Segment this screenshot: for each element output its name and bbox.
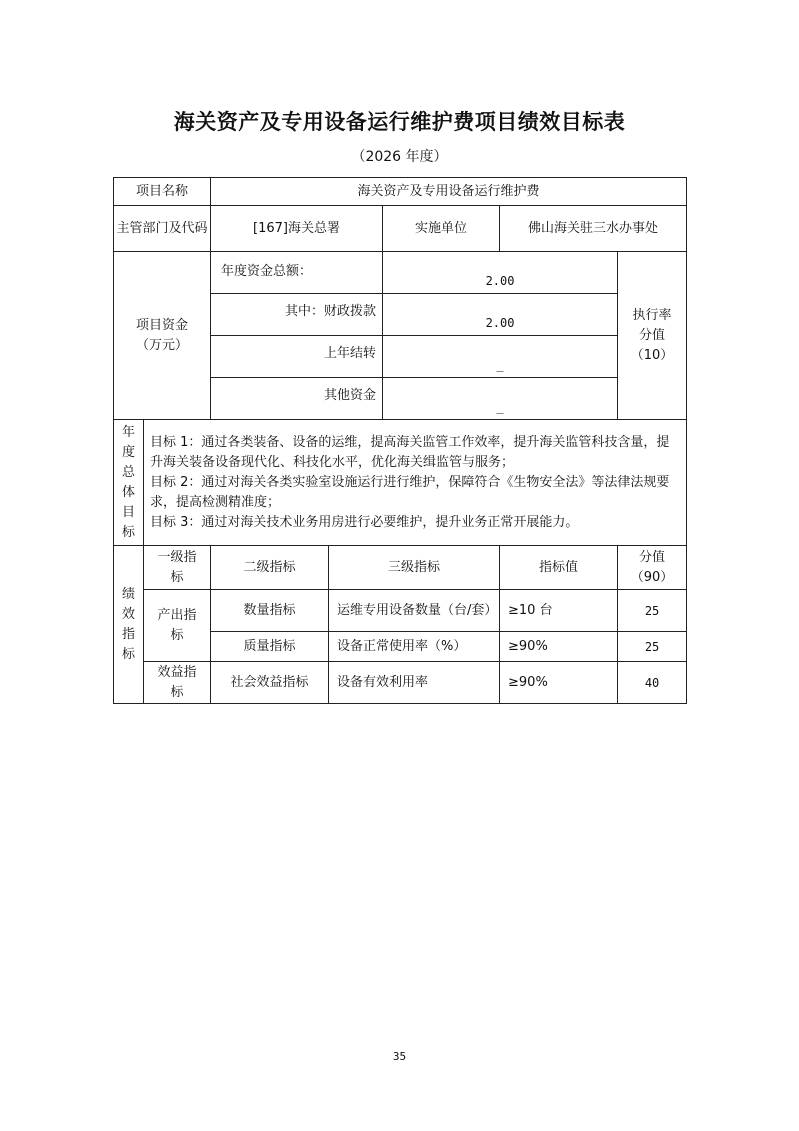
table-row-target: ≥90% xyxy=(500,662,618,704)
table-row-score: 25 xyxy=(618,632,687,662)
exec-rate-cell xyxy=(618,252,687,420)
impl-unit-label: 实施单位 xyxy=(383,206,500,252)
table-row-target: ≥90% xyxy=(500,632,618,662)
funds-other-value: _ xyxy=(383,378,618,420)
funds-total-value: 2.00 xyxy=(383,252,618,294)
project-name-label: 项目名称 xyxy=(114,178,211,206)
funds-carryover-value: _ xyxy=(383,336,618,378)
goal-item: 目标 1：通过各类装备、设备的运维，提高海关监管工作效率，提升海关监管科技含量，提升海关装备设备现代化、科技化水平，优化海关缉监管与服务； xyxy=(150,434,670,470)
exec-score-value: （10） xyxy=(630,347,674,363)
header-level2: 二级指标 xyxy=(211,546,329,590)
table-row-level3: 运维专用设备数量（台/套） xyxy=(329,590,500,632)
goal-item: 目标 2：通过对海关各类实验室设施运行进行维护，保障符合《生物安全法》等法律法规要求，提高检测精准度； xyxy=(150,474,670,510)
goals-text xyxy=(144,420,687,546)
table-row-score: 25 xyxy=(618,590,687,632)
exec-rate-label: 执行率 xyxy=(632,307,672,323)
header-level1: 一级指 标 xyxy=(144,546,211,590)
funds-carryover-label: 上年结转 xyxy=(211,336,383,378)
project-name-value: 海关资产及专用设备运行维护费 xyxy=(211,178,687,206)
header-target: 指标值 xyxy=(500,546,618,590)
document-title: 海关资产及专用设备运行维护费项目绩效目标表 xyxy=(173,110,626,134)
table-row-level3: 设备有效利用率 xyxy=(329,662,500,704)
funds-fiscal-label: 其中：财政拨款 xyxy=(211,294,383,336)
page-number: 35 xyxy=(392,1050,407,1063)
funds-fiscal-value: 2.00 xyxy=(383,294,618,336)
table-row-level3: 设备正常使用率（%） xyxy=(329,632,500,662)
document-subtitle: （2026 年度） xyxy=(351,149,448,165)
table-row-level2: 社会效益指标 xyxy=(211,662,329,704)
funds-total-label: 年度资金总额： xyxy=(211,252,383,294)
goal-item: 目标 3：通过对海关技术业务用房进行必要维护，提升业务正常开展能力。 xyxy=(150,514,579,530)
funds-other-label: 其他资金 xyxy=(211,378,383,420)
dept-label: 主管部门及代码 xyxy=(114,206,211,252)
impl-unit-value: 佛山海关驻三水办事处 xyxy=(500,206,687,252)
exec-score-label: 分值 xyxy=(639,327,666,343)
output-indicator-label: 产出指 标 xyxy=(144,590,211,662)
funds-label: 项目资金（万元） xyxy=(114,252,211,420)
perf-label: 绩 效 指 标 xyxy=(114,546,144,704)
header-score: 分值 （90） xyxy=(618,546,687,590)
header-level3: 三级指标 xyxy=(329,546,500,590)
table-row-target: ≥10 台 xyxy=(500,590,618,632)
benefit-indicator-label: 效益指 标 xyxy=(144,662,211,704)
table-row-score: 40 xyxy=(618,662,687,704)
table-row-level2: 质量指标 xyxy=(211,632,329,662)
goals-label: 年 度 总 体 目 标 xyxy=(114,420,144,546)
table-row-level2: 数量指标 xyxy=(211,590,329,632)
dept-value: [167]海关总署 xyxy=(211,206,383,252)
performance-target-table xyxy=(113,177,687,704)
